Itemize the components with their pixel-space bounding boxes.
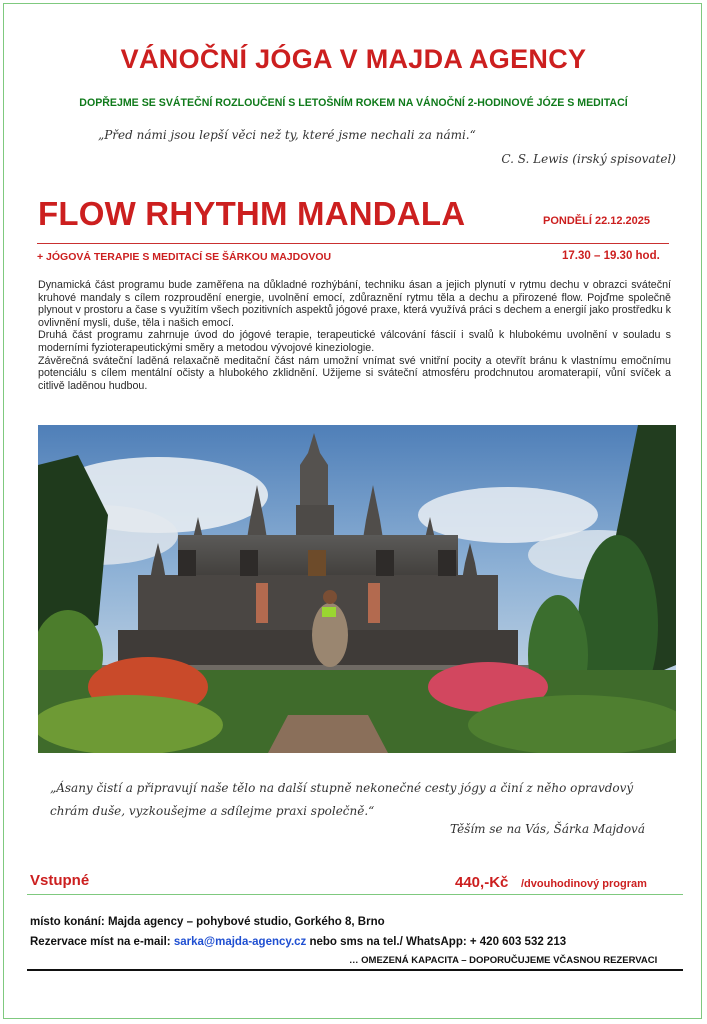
- event-subtitle: + JÓGOVÁ TERAPIE S MEDITACÍ SE ŠÁRKOU MAJDOVOU: [37, 251, 332, 263]
- description-paragraph: Druhá část programu zahrnuje úvod do jógové terapie, terapeutické válcování fáscií i svalů k hlubokému uvolnění v souladu s moderními fyzioterapeutickými směry a metodou vývojové kineziologie.: [38, 329, 671, 354]
- fee-price: 440,-Kč: [455, 874, 509, 891]
- fee-unit: /dvouhodinový program: [521, 878, 647, 890]
- temple-yoga-photo: [38, 425, 676, 753]
- description-paragraph: Závěrečná sváteční laděná relaxačně meditační část nám umožní vnímat své vnitřní pocity a otevřít bránu k vlastnímu emočnímu potenciálu s cílem mentální očisty a hlubokého zklidnění. Užijeme si sváteční atmosféru prodchnutou aromaterapií, vůní svíček a citlivě laděnou hudbou.: [38, 354, 671, 392]
- email-link[interactable]: sarka@majda-agency.cz: [173, 936, 307, 948]
- divider-green: [27, 894, 683, 895]
- page-subtitle: DOPŘEJME SE SVÁTEČNÍ ROZLOUČENÍ S LETOŠNÍM ROKEM NA VÁNOČNÍ 2-HODINOVÉ JÓZE S MEDITACÍ: [79, 97, 628, 109]
- description-paragraph: Dynamická část programu bude zaměřena na důkladné rozhýbání, techniku ásan a jejich plynutí v rytmu dechu v obrazci sváteční kruhové mandaly s cílem rozproudění energie, uvolnění emocí, zdůraznění rytmu těla a dechu a přirozené flow. Pojďme společně plynout v prostoru a čase s využitím všech pozitivních aspektů jógové praxe, která využívá práci s dechem a energií jako prostředku k ovlivnění mysli, duše, těla i našich emocí.: [38, 279, 671, 329]
- closing-signature: Těším se na Vás, Šárka Majdová: [450, 822, 645, 836]
- page-title: VÁNOČNÍ JÓGA V MAJDA AGENCY: [120, 44, 587, 74]
- event-description: [38, 279, 671, 392]
- capacity-note: … OMEZENÁ KAPACITA – DOPORUČUJEME VČASNOU REZERVACI: [349, 955, 658, 966]
- reservation-info: [30, 936, 566, 948]
- divider-black: [27, 969, 683, 971]
- fee-label: Vstupné: [30, 872, 90, 889]
- reservation-prefix: Rezervace míst na e-mail:: [30, 936, 174, 948]
- event-time: 17.30 – 19.30 hod.: [562, 250, 660, 262]
- closing-quote: „Ásany čistí a připravují naše tělo na další stupně nekonečné cesty jógy a činí z něho opravdový chrám duše, vyzkoušejme a sdílejme praxi společně.“: [50, 781, 634, 818]
- event-title: FLOW RHYTHM MANDALA: [38, 195, 466, 232]
- divider-red: [37, 243, 669, 244]
- opening-quote: „Před námi jsou lepší věci než ty, které jsme nechali za námi.“: [98, 128, 476, 142]
- event-date: PONDĚLÍ 22.12.2025: [543, 215, 651, 227]
- opening-quote-author: C. S. Lewis (irský spisovatel): [501, 152, 676, 166]
- reservation-suffix: nebo sms na tel./ WhatsApp: + 420 603 532 213: [306, 936, 567, 948]
- venue-info: místo konání: Majda agency – pohybové studio, Gorkého 8, Brno: [30, 916, 385, 928]
